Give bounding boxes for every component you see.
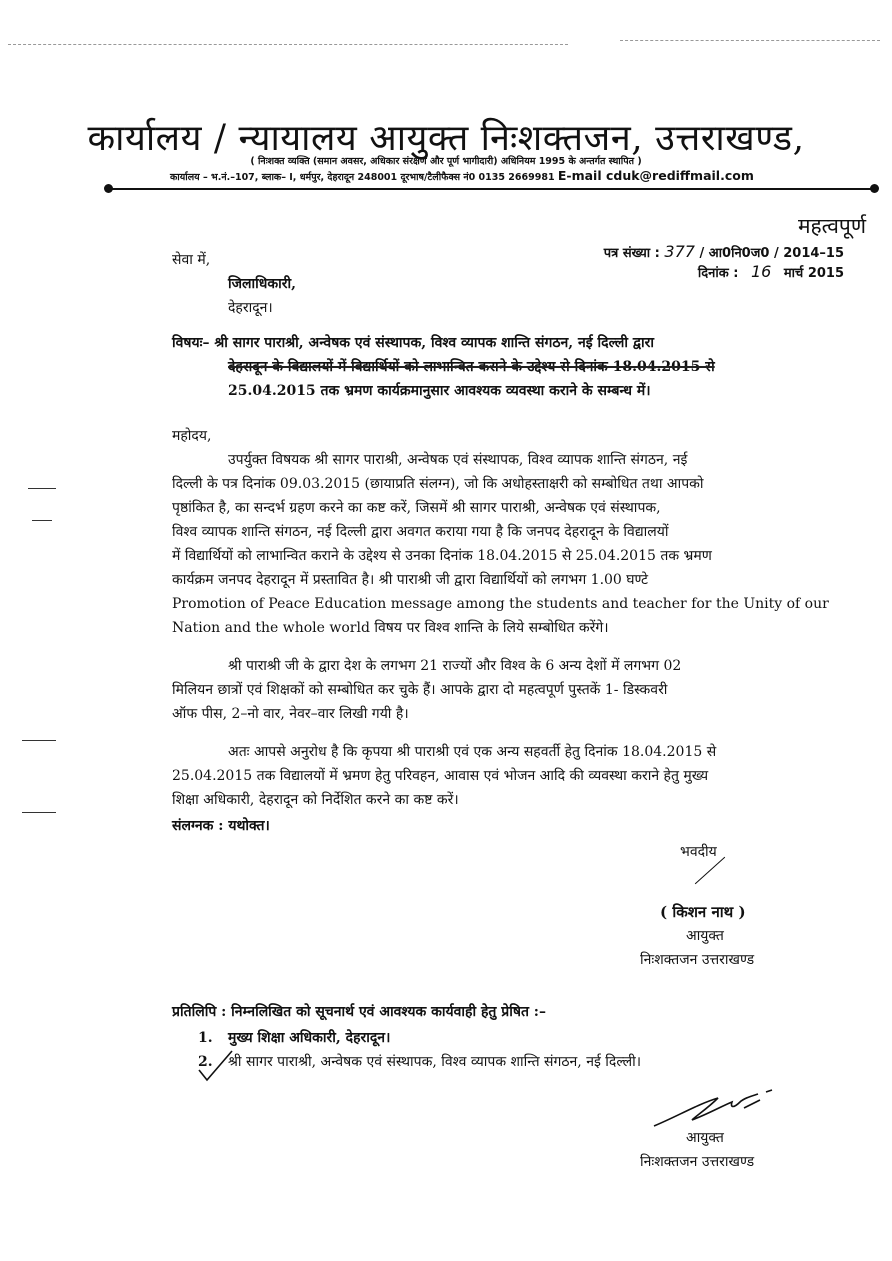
- subject-line-2: देहरादून के विद्यालयों में विद्यार्थियों को लाभान्वित कराने के उद्देश्य से दिनांक 18.04.2015 से: [228, 359, 715, 375]
- para1-line: पृष्ठांकित है, का सन्दर्भ ग्रहण करने का कष्ट करें, जिसमें श्री सागर पाराश्री, अन्वेषक एवं संस्थापक,: [172, 500, 661, 516]
- copy-item-number: 2.: [198, 1054, 213, 1070]
- punch-mark: [28, 488, 56, 489]
- punch-mark: [32, 520, 52, 521]
- address-text: कार्यालय – भ.नं.–107, ब्लाक– I, धर्मपुर, देहरादून 248001 दूरभाष/टैलीफैक्स नं0 0135 2669981: [170, 172, 555, 183]
- para1-line: में विद्यार्थियों को लाभान्वित कराने के उद्देश्य से उनका दिनांक 18.04.2015 से 25.04.2015 तक भ्रमण: [172, 548, 712, 564]
- letterhead-subtitle: ( निःशक्त व्यक्ति (समान अवसर, अधिकार संरक्षण और पूर्ण भागीदारी) अधिनियम 1995 के अन्तर्गत स्थापित ): [250, 156, 642, 167]
- closing: भवदीय: [680, 844, 717, 860]
- date-label: दिनांक :: [697, 266, 739, 281]
- para2-line: ऑफ पीस, 2–नो वार, नेवर–वार लिखी गयी है।: [172, 706, 409, 722]
- salutation-to: सेवा में,: [172, 252, 211, 268]
- para2-line: श्री पाराश्री जी के द्वारा देश के लगभग 21 राज्यों और विश्व के 6 अन्य देशों में लगभग 02: [228, 658, 682, 674]
- reference-date: [698, 262, 844, 281]
- letterhead-title: कार्यालय / न्यायालय आयुक्त निःशक्तजन, उत्तराखण्ड,: [87, 118, 805, 159]
- addressee-place: देहरादून।: [228, 300, 273, 316]
- rule-end-dot: [870, 184, 879, 193]
- tick-mark-icon: [196, 1048, 236, 1084]
- signatory-designation: आयुक्त: [686, 928, 724, 944]
- ref-label: पत्र संख्या :: [603, 246, 660, 261]
- greeting: महोदय,: [172, 428, 212, 444]
- copy-item-text: मुख्य शिक्षा अधिकारी, देहरादून।: [228, 1030, 391, 1046]
- email-text: E-mail cduk@rediffmail.com: [557, 168, 754, 183]
- scan-artifact-line: [8, 44, 568, 45]
- para3-line: शिक्षा अधिकारी, देहरादून को निर्देशित करने का कष्ट करें।: [172, 792, 459, 808]
- copy-heading: प्रतिलिपि : निम्नलिखित को सूचनार्थ एवं आवश्यक कार्यवाही हेतु प्रेषित :–: [172, 1004, 546, 1020]
- ref-suffix: / आ0नि0ज0 / 2014–15: [699, 246, 844, 261]
- ref-handwritten-number: 377: [664, 242, 695, 261]
- importance-mark: महत्वपूर्ण: [797, 214, 866, 238]
- para3-line: 25.04.2015 तक विद्यालयों में भ्रमण हेतु परिवहन, आवास एवं भोजन आदि की व्यवस्था कराने हेतु मुख्य: [172, 768, 709, 784]
- para2-line: मिलियन छात्रों एवं शिक्षकों को सम्बोधित कर चुके हैं। आपके द्वारा दो महत्वपूर्ण पुस्तकें 1- डिस्कवरी: [172, 682, 668, 698]
- punch-mark: [22, 740, 56, 741]
- subject-text-1: श्री सागर पाराश्री, अन्वेषक एवं संस्थापक, विश्व व्यापक शान्ति संगठन, नई दिल्ली द्वारा: [214, 335, 654, 351]
- reference-number: [604, 242, 844, 261]
- para1-line: कार्यक्रम जनपद देहरादून में प्रस्तावित है। श्री पाराश्री जी द्वारा विद्यार्थियों को लगभग 1.00 घण्टे: [172, 572, 649, 588]
- para1-line: Promotion of Peace Education message among the students and teacher for the Unity of our: [172, 596, 829, 612]
- signatory2-office: निःशक्तजन उत्तराखण्ड: [640, 1154, 755, 1170]
- subject-label: विषयः–: [172, 335, 210, 351]
- signatory-office: निःशक्तजन उत्तराखण्ड: [640, 952, 755, 968]
- signatory2-designation: आयुक्त: [686, 1130, 724, 1146]
- para1-line: दिल्ली के पत्र दिनांक 09.03.2015 (छायाप्रति संलग्न), जो कि अधोहस्ताक्षरी को सम्बोधित तथा आपको: [172, 476, 704, 492]
- signatory-name: ( किशन नाथ ): [660, 903, 746, 921]
- letterhead-address: [170, 168, 754, 183]
- copy-item-text: श्री सागर पाराश्री, अन्वेषक एवं संस्थापक, विश्व व्यापक शान्ति संगठन, नई दिल्ली।: [228, 1054, 642, 1070]
- copy-item-number: 1.: [198, 1030, 213, 1046]
- punch-mark: [22, 812, 56, 813]
- enclosure-note: संलग्नक : यथोक्त।: [172, 818, 270, 834]
- date-handwritten-day: 16: [751, 262, 772, 281]
- addressee-designation: जिलाधिकारी,: [228, 276, 296, 292]
- letterhead-rule: [108, 188, 874, 190]
- para1-line: विश्व व्यापक शान्ति संगठन, नई दिल्ली द्वारा अवगत कराया गया है कि जनपद देहरादून के विद्यालयों: [172, 524, 669, 540]
- subject-line-1: [172, 332, 847, 355]
- date-month-year: मार्च 2015: [783, 266, 844, 281]
- para1-line: उपर्युक्त विषयक श्री सागर पाराश्री, अन्वेषक एवं संस्थापक, विश्व व्यापक शान्ति संगठन, नई: [228, 452, 688, 468]
- subject-line-3: 25.04.2015 तक भ्रमण कार्यक्रमानुसार आवश्यक व्यवस्था कराने के सम्बन्ध में।: [228, 383, 651, 399]
- para1-line: Nation and the whole world विषय पर विश्व शान्ति के लिये सम्बोधित करेंगे।: [172, 620, 609, 636]
- scan-artifact-line: [620, 40, 880, 41]
- para3-line: अतः आपसे अनुरोध है कि कृपया श्री पाराश्री एवं एक अन्य सहवर्ती हेतु दिनांक 18.04.2015 से: [228, 744, 717, 760]
